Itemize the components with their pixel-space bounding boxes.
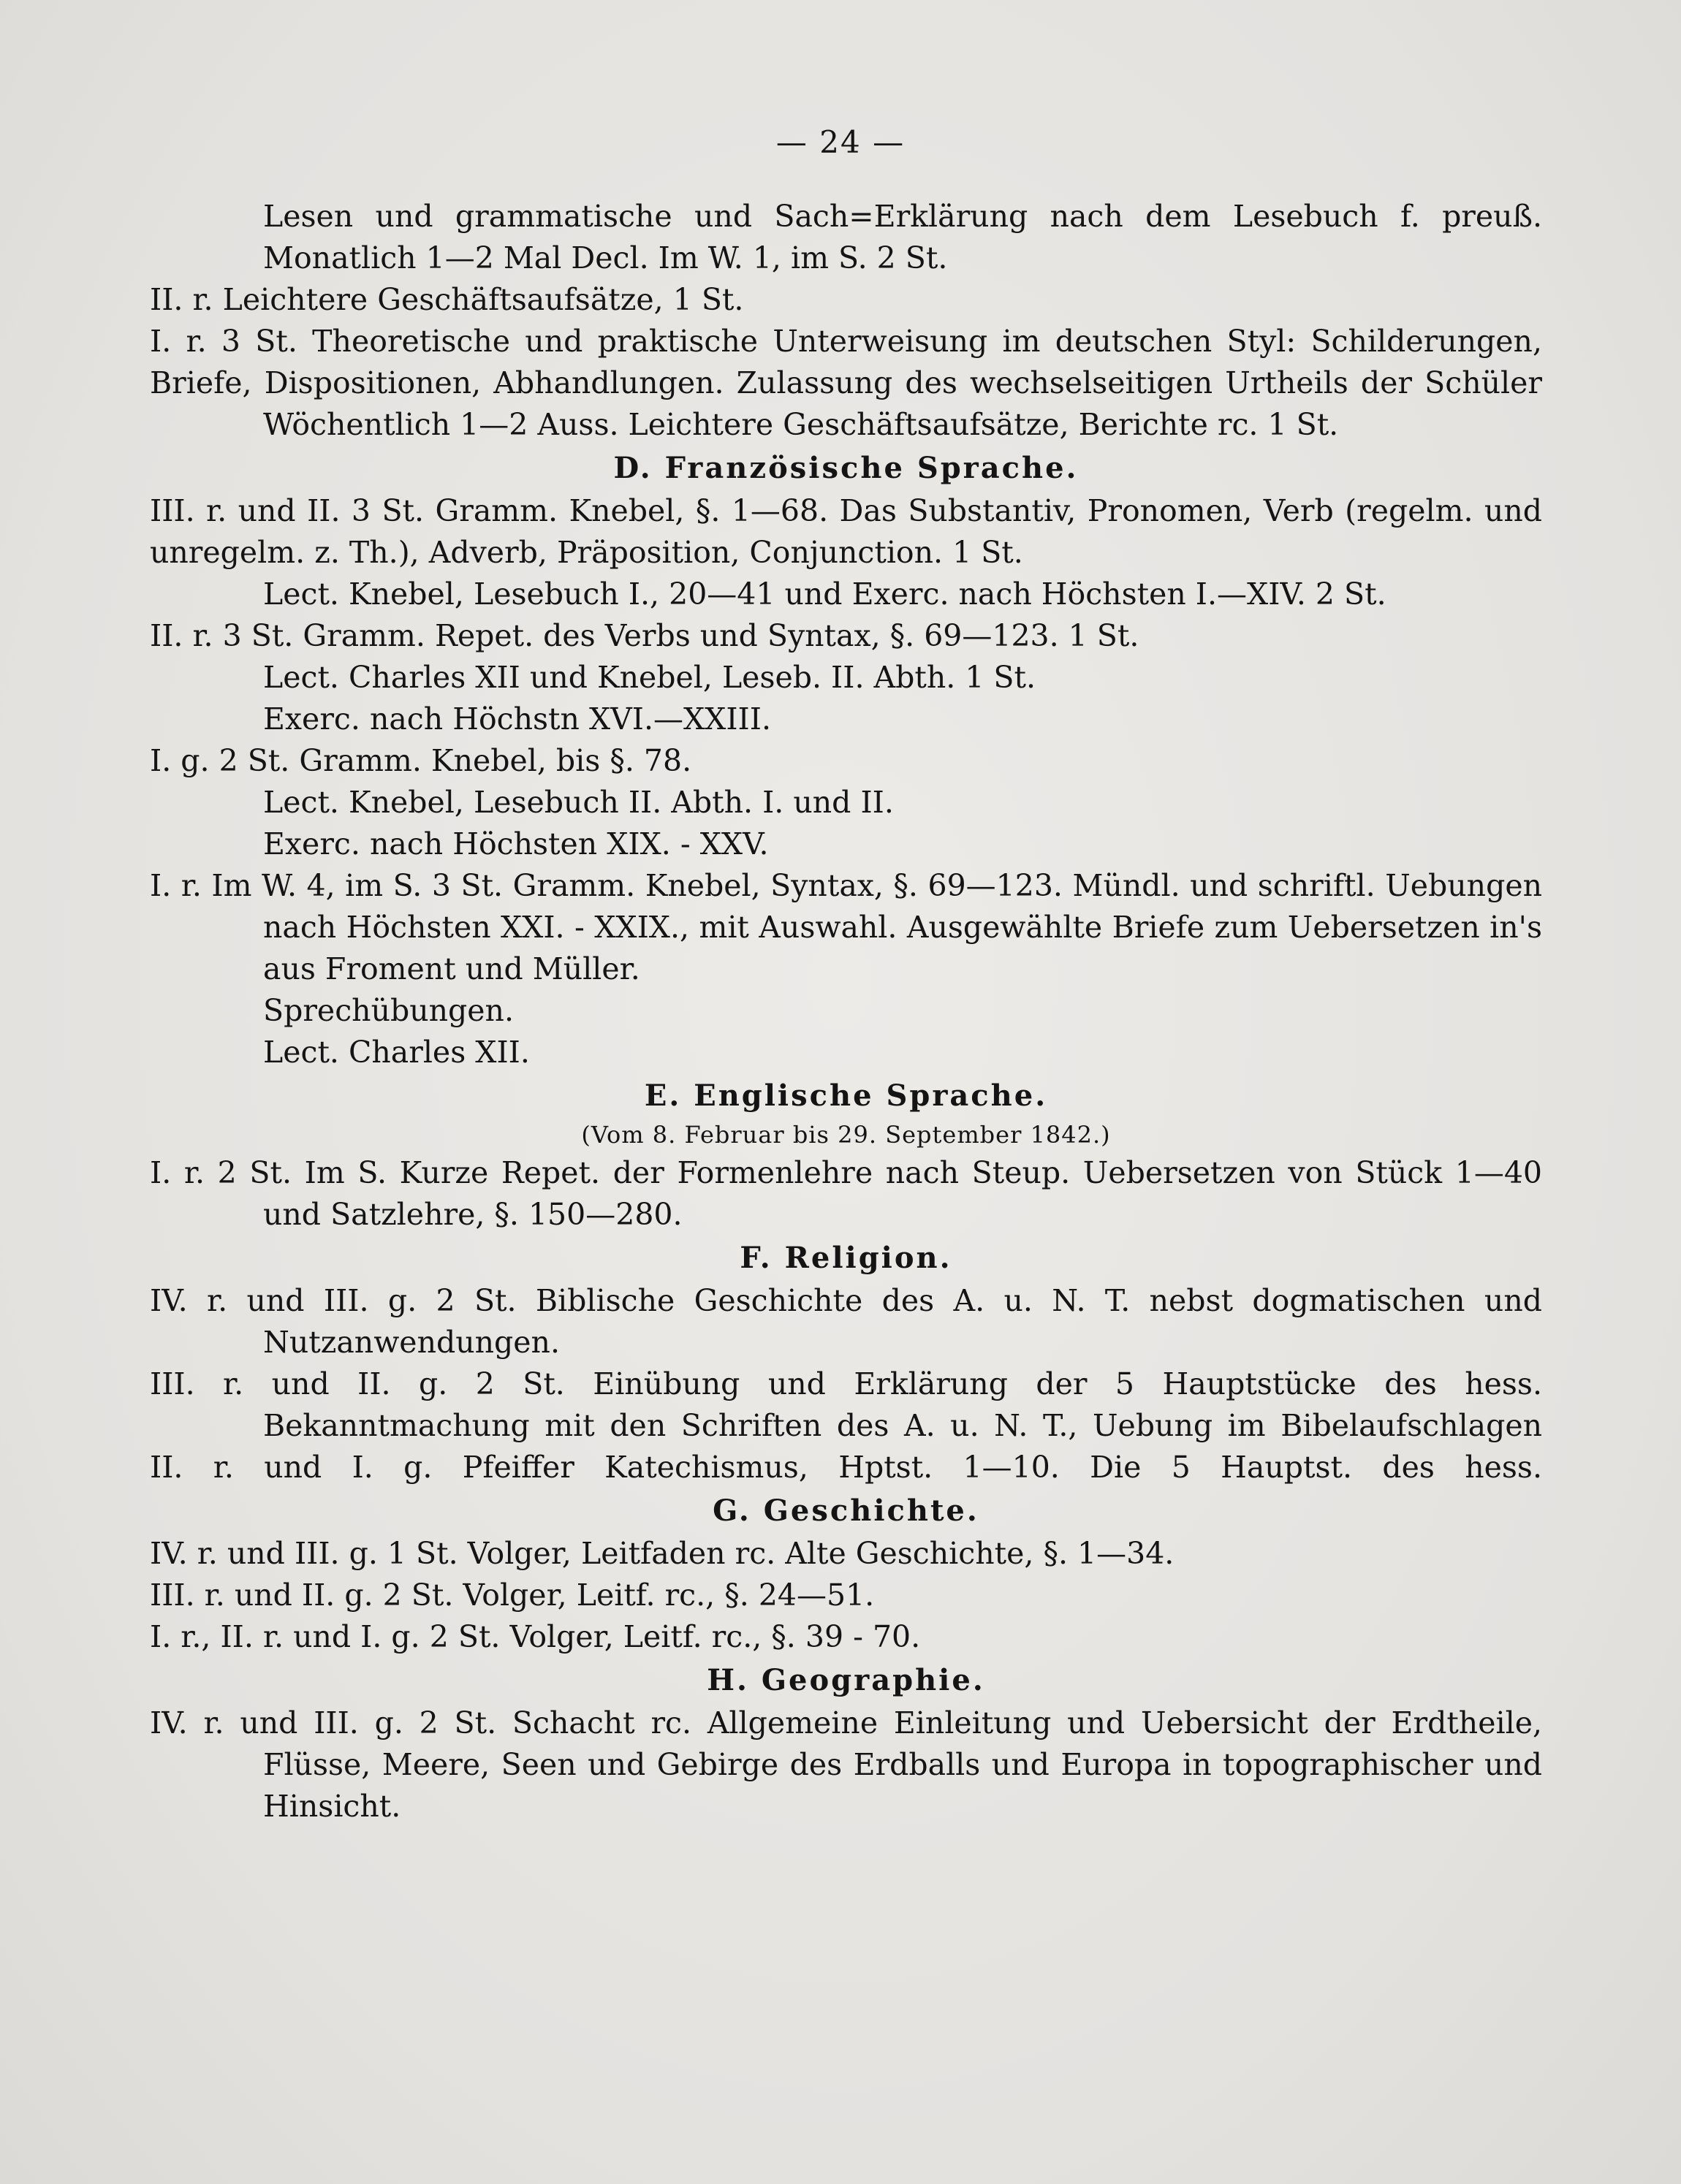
text-line: Lect. Knebel, Lesebuch I., 20—41 und Exerc. nach Höchsten I.—XIV. 2 St. <box>263 577 1386 612</box>
text-line: III. r. und II. 3 St. Gramm. Knebel, §. 1—68. Das Substantiv, Pronomen, Verb (regelm. und <box>150 493 1542 528</box>
text-line: aus Froment und Müller. <box>263 951 640 986</box>
text-line: II. r. und I. g. Pfeiffer Katechismus, Hptst. 1—10. Die 5 Hauptst. des hess. <box>150 1450 1542 1485</box>
text-line: Flüsse, Meere, Seen und Gebirge des Erdballs und Europa in topographischer und <box>263 1747 1542 1782</box>
text-line: II. r. Leichtere Geschäftsaufsätze, 1 St. <box>150 282 744 317</box>
text-line: IV. r. und III. g. 2 St. Schacht rc. Allgemeine Einleitung und Uebersicht der Erdtheile, <box>150 1705 1542 1740</box>
text-line: I. r., II. r. und I. g. 2 St. Volger, Leitf. rc., §. 39 - 70. <box>150 1619 921 1654</box>
text-line: III. r. und II. g. 2 St. Einübung und Erklärung der 5 Hauptstücke des hess. <box>150 1366 1542 1401</box>
text-line: I. r. Im W. 4, im S. 3 St. Gramm. Knebel, Syntax, §. 69—123. Mündl. und schriftl. Uebungen <box>150 868 1542 903</box>
text-line: Exerc. nach Höchsten XIX. - XXV. <box>263 826 769 861</box>
page-body <box>150 196 1542 1827</box>
section-subheading-english: (Vom 8. Februar bis 29. September 1842.) <box>581 1121 1111 1149</box>
section-heading-history: G. Geschichte. <box>713 1494 979 1528</box>
page-number: — 24 — <box>775 124 906 160</box>
text-line: I. g. 2 St. Gramm. Knebel, bis §. 78. <box>150 743 692 778</box>
section-heading-religion: F. Religion. <box>740 1241 952 1275</box>
section-heading-french: D. Französische Sprache. <box>613 451 1079 485</box>
text-line: Lesen und grammatische und Sach=Erklärung nach dem Lesebuch f. preuß. <box>263 199 1542 234</box>
text-line: Hinsicht. <box>263 1789 401 1824</box>
text-line: Lect. Knebel, Lesebuch II. Abth. I. und II. <box>263 785 894 820</box>
text-line: Exerc. nach Höchstn XVI.—XXIII. <box>263 701 771 737</box>
text-line: I. r. 2 St. Im S. Kurze Repet. der Formenlehre nach Steup. Uebersetzen von Stück 1—40 <box>150 1155 1542 1190</box>
text-line: Nutzanwendungen. <box>263 1325 560 1360</box>
text-line: Bekanntmachung mit den Schriften des A. u. N. T., Uebung im Bibelaufschlagen <box>263 1408 1542 1443</box>
text-line: II. r. 3 St. Gramm. Repet. des Verbs und Syntax, §. 69—123. 1 St. <box>150 618 1139 653</box>
text-line: Wöchentlich 1—2 Auss. Leichtere Geschäftsaufsätze, Berichte rc. 1 St. <box>263 407 1339 442</box>
text-line: Lect. Charles XII. <box>263 1035 530 1070</box>
text-line: nach Höchsten XXI. - XXIX., mit Auswahl. Ausgewählte Briefe zum Uebersetzen in's <box>263 910 1542 945</box>
text-line: Sprechübungen. <box>263 993 514 1028</box>
text-line: IV. r. und III. g. 2 St. Biblische Geschichte des A. u. N. T. nebst dogmatischen und <box>150 1283 1542 1318</box>
text-line: I. r. 3 St. Theoretische und praktische Unterweisung im deutschen Styl: Schilderungen, Briefe, Dispositionen, Abhandlungen. Zulassung des wechselseitigen Urtheils der Schüler <box>150 324 1542 400</box>
text-line: III. r. und II. g. 2 St. Volger, Leitf. rc., §. 24—51. <box>150 1578 875 1613</box>
text-line: Lect. Charles XII und Knebel, Leseb. II. Abth. 1 St. <box>263 660 1036 695</box>
text-line: und Satzlehre, §. 150—280. <box>263 1197 683 1232</box>
section-heading-geography: H. Geographie. <box>707 1663 985 1697</box>
section-heading-english: E. Englische Sprache. <box>644 1078 1048 1113</box>
text-line: Monatlich 1—2 Mal Decl. Im W. 1, im S. 2 St. <box>263 240 948 275</box>
text-line: unregelm. z. Th.), Adverb, Präposition, Conjunction. 1 St. <box>150 535 1023 570</box>
text-line: IV. r. und III. g. 1 St. Volger, Leitfaden rc. Alte Geschichte, §. 1—34. <box>150 1536 1175 1571</box>
